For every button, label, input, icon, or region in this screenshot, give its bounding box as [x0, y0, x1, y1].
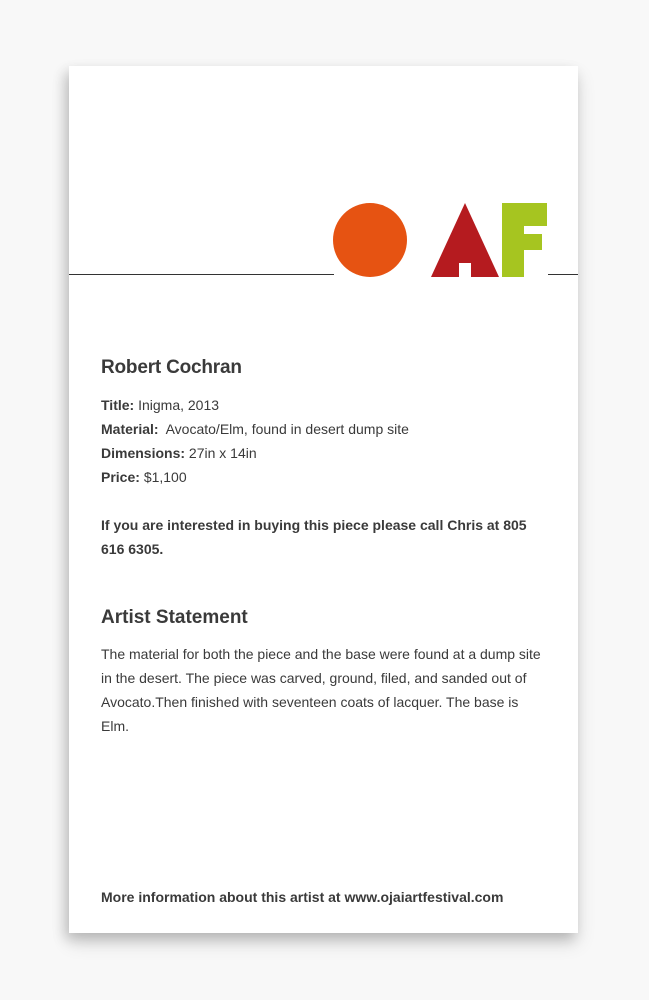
oaf-logo [333, 203, 548, 277]
title-value: Inigma, 2013 [138, 397, 220, 413]
material-value: Avocato/Elm, found in desert dump site [165, 421, 409, 437]
header-rule-left [69, 274, 334, 275]
purchase-contact-text: If you are interested in buying this piece please call Chris at 805 616 6305. [101, 517, 527, 557]
logo-a-notch [459, 263, 471, 277]
oaf-logo-graphic [333, 203, 548, 277]
detail-row-dimensions [101, 441, 551, 465]
detail-row-price [101, 465, 551, 489]
artwork-details [101, 393, 551, 489]
price-label: Price: [101, 469, 140, 485]
detail-row-material [101, 417, 551, 441]
logo-o-circle [333, 203, 407, 277]
dimensions-label: Dimensions: [101, 445, 186, 461]
dimensions-value: 27in x 14in [188, 445, 257, 461]
header-rule-right [548, 274, 578, 275]
artist-name: Robert Cochran [101, 357, 242, 378]
price-value: $1,100 [143, 469, 187, 485]
logo-letter-f [333, 203, 334, 204]
artist-statement-heading: Artist Statement [101, 607, 248, 628]
placard-card [69, 66, 578, 933]
detail-row-title [101, 393, 551, 417]
artist-statement-body: The material for both the piece and the base were found at a dump site in the desert. The piece was carved, ground, filed, and sanded out of Avocato.Then finished with seventeen coats of lacquer. The base is Elm. [101, 646, 541, 734]
material-label: Material: [101, 421, 159, 437]
logo-f-shape [502, 203, 547, 277]
title-label: Title: [101, 397, 135, 413]
more-info-footer: More information about this artist at www.ojaiartfestival.com [101, 889, 504, 905]
